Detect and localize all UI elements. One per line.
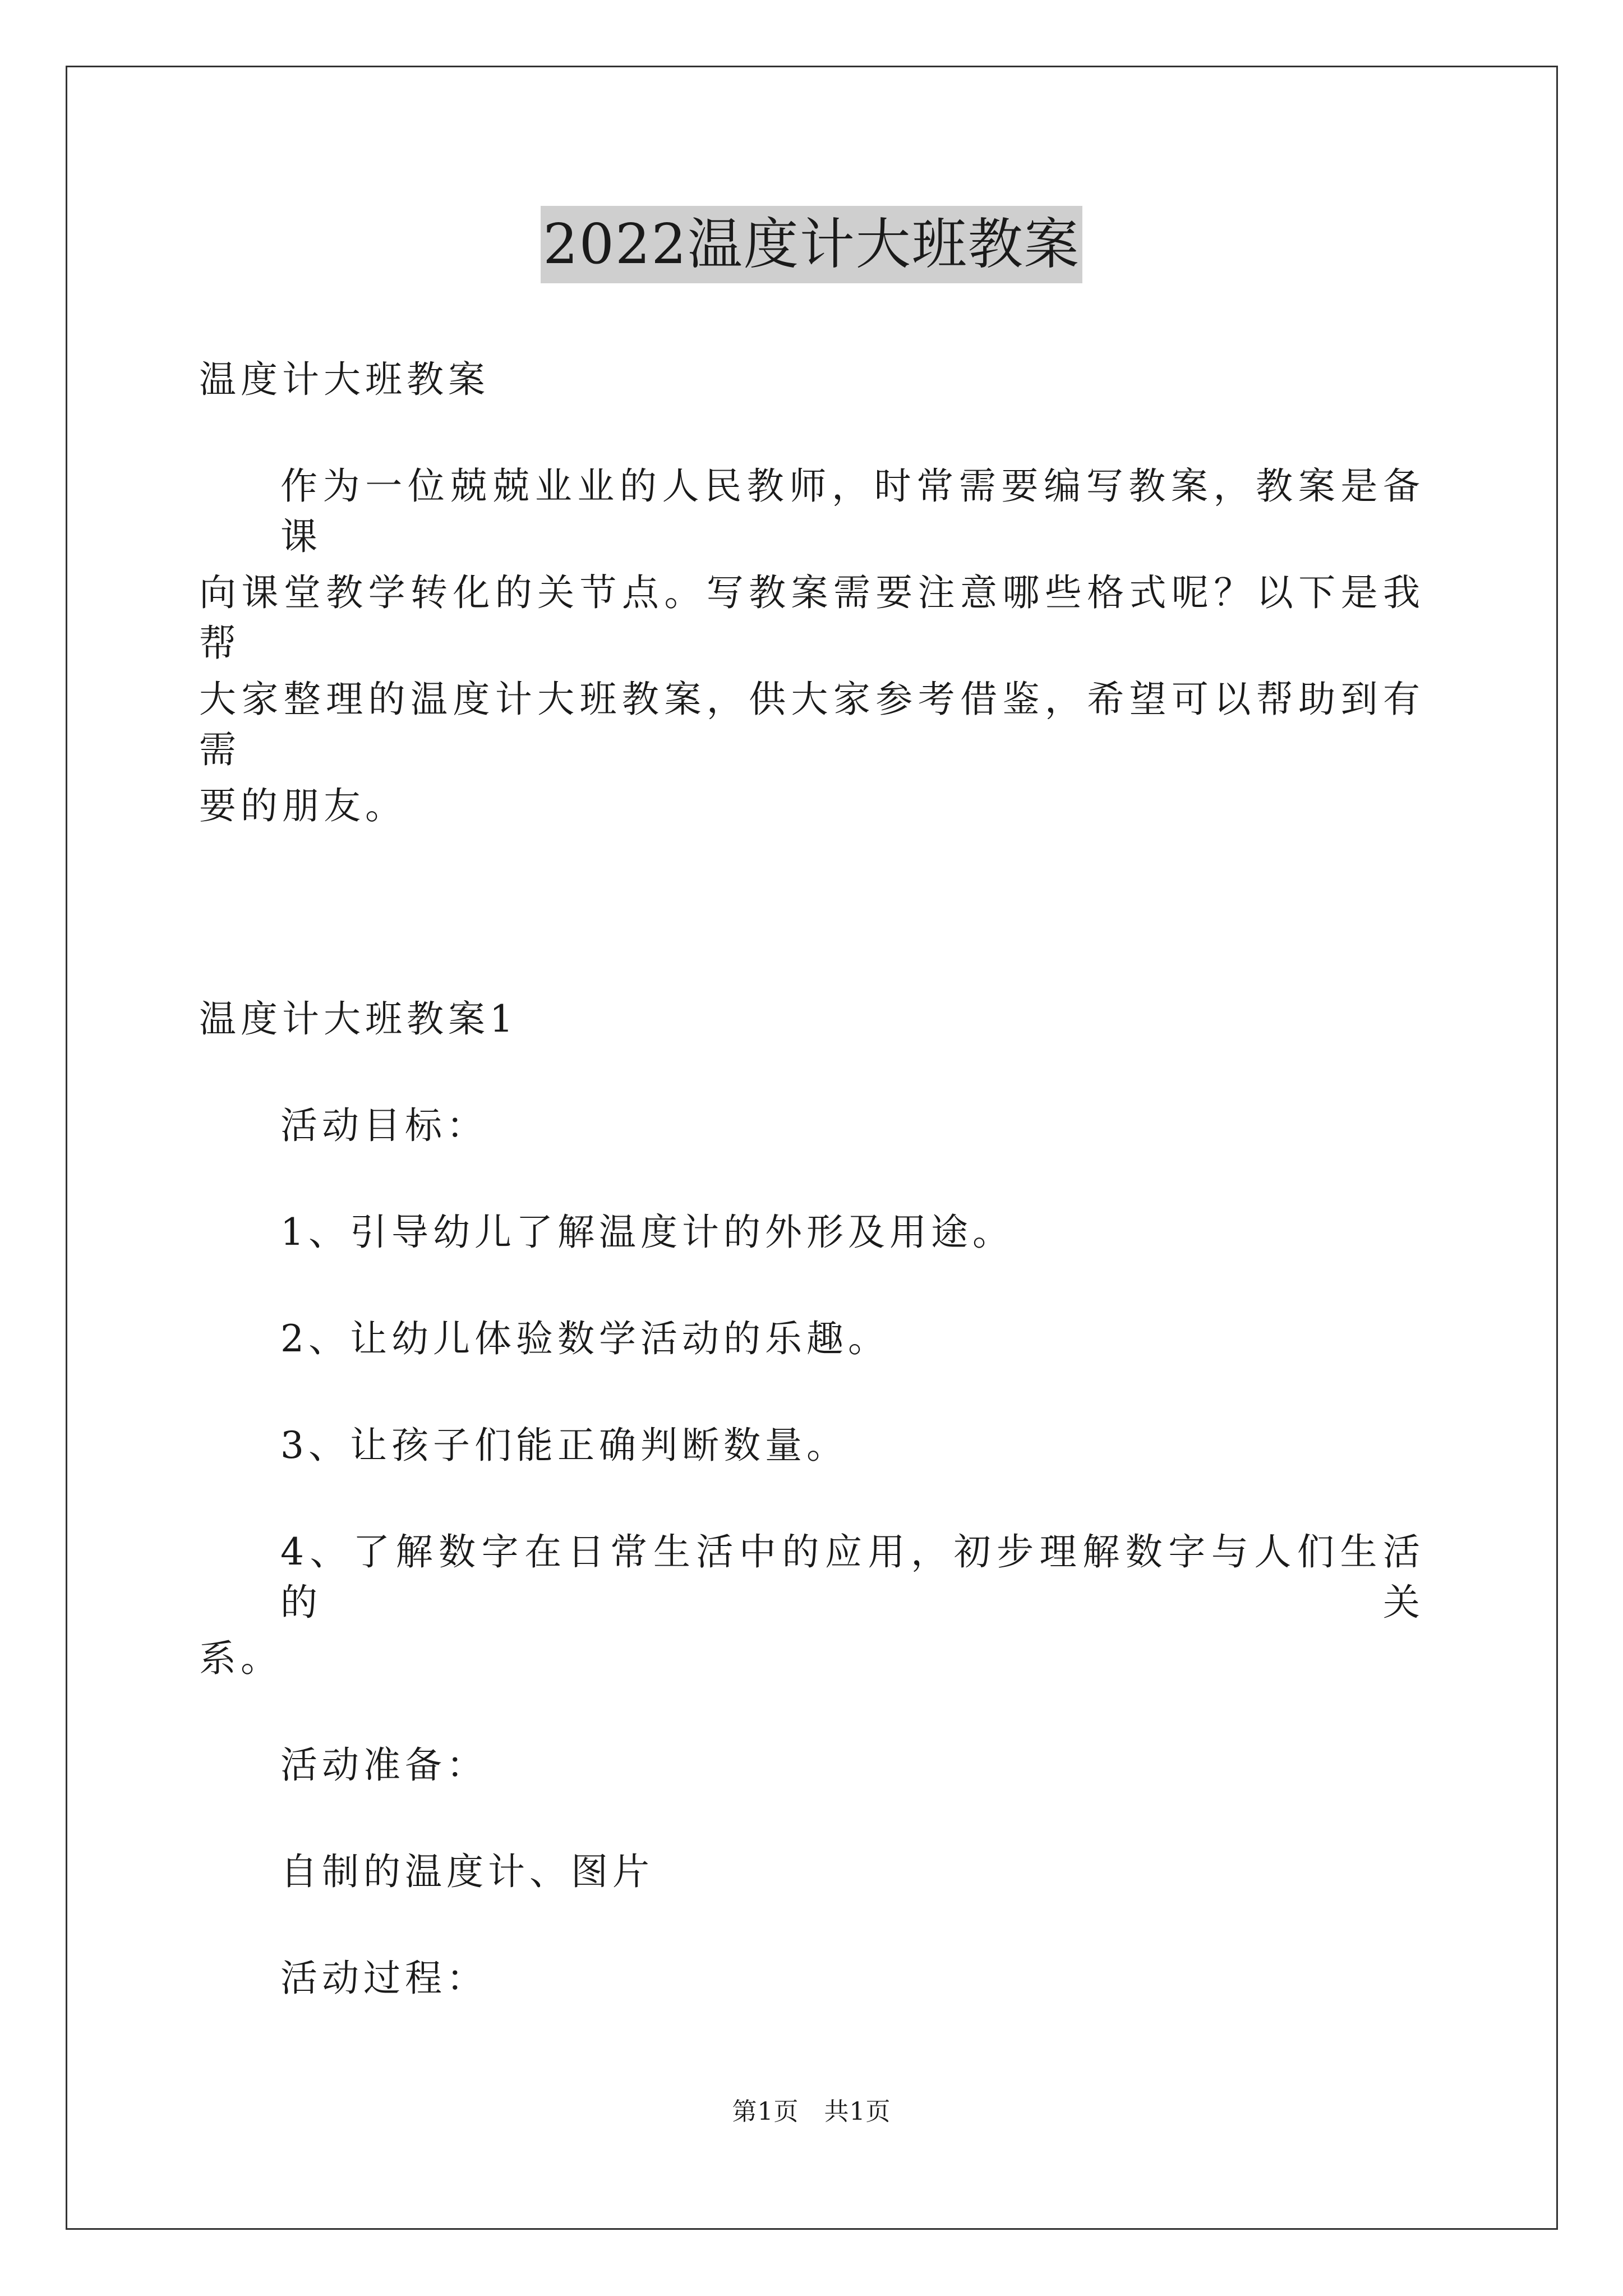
intro-line-4[interactable]: 要的朋友。 <box>199 784 407 827</box>
goal-item-3[interactable]: 3、让孩子们能正确判断数量。 <box>280 1424 848 1467</box>
prep-heading[interactable]: 活动准备： <box>280 1743 488 1787</box>
goal-item-2[interactable]: 2、让幼儿体验数学活动的乐趣。 <box>280 1317 889 1360</box>
title-container <box>0 206 1623 283</box>
goals-heading[interactable]: 活动目标： <box>280 1104 488 1147</box>
process-heading[interactable]: 活动过程： <box>280 1957 488 2000</box>
document-title[interactable]: 2022温度计大班教案 <box>541 206 1082 283</box>
document-subtitle[interactable]: 温度计大班教案 <box>199 358 490 401</box>
goal-item-4-continued[interactable]: 系。 <box>199 1637 282 1680</box>
page-footer: 第1页 共1页 <box>732 2097 891 2126</box>
intro-line-3[interactable]: 大家整理的温度计大班教案，供大家参考借鉴，希望可以帮助到有需 <box>199 678 1424 771</box>
goal-item-1[interactable]: 1、引导幼儿了解温度计的外形及用途。 <box>280 1211 1014 1254</box>
intro-line-2[interactable]: 向课堂教学转化的关节点。写教案需要注意哪些格式呢？以下是我帮 <box>199 571 1424 665</box>
goal-item-4[interactable]: 4、了解数字在日常生活中的应用，初步理解数字与人们生活的关 <box>280 1530 1424 1624</box>
intro-line-1[interactable]: 作为一位兢兢业业的人民教师，时常需要编写教案，教案是备课 <box>280 464 1424 558</box>
prep-item[interactable]: 自制的温度计、图片 <box>280 1850 654 1893</box>
section-heading[interactable]: 温度计大班教案1 <box>199 997 518 1041</box>
